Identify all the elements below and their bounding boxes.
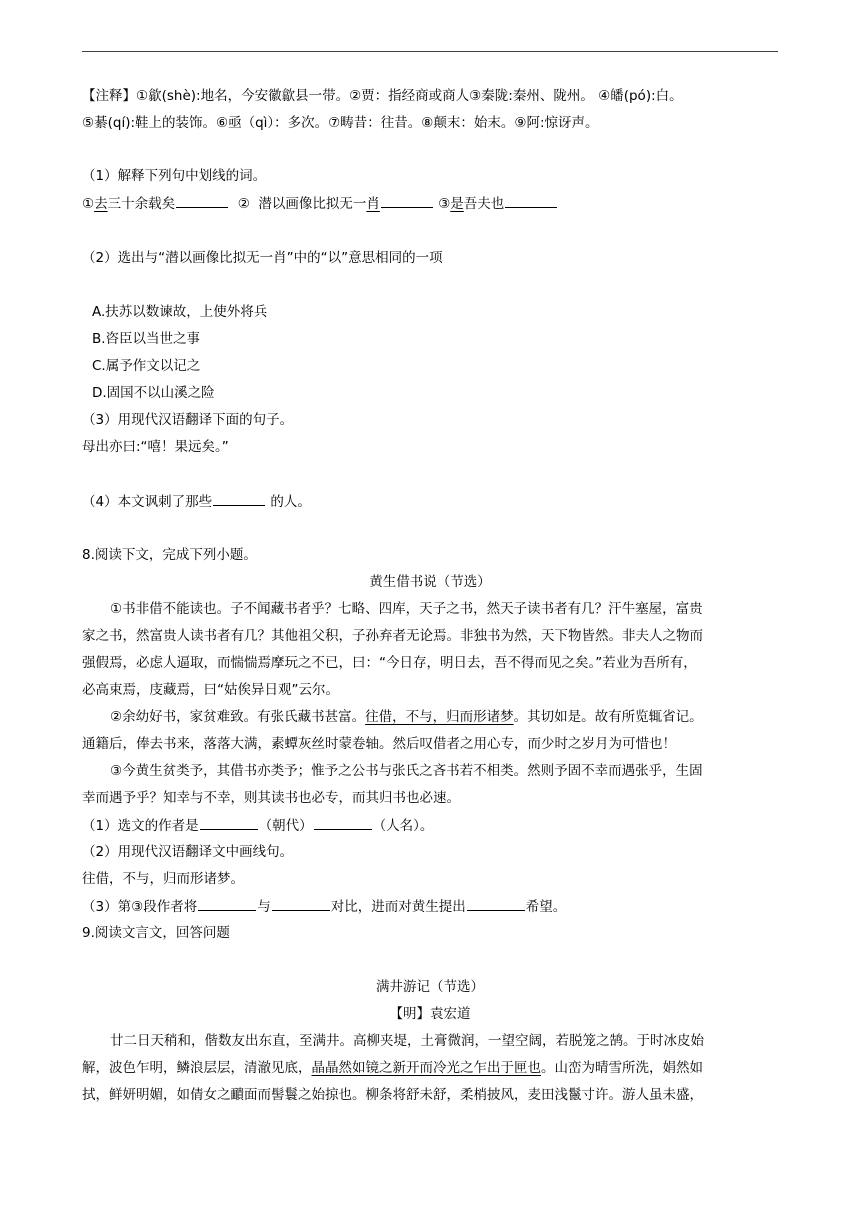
q7-1c-post: 吾夫也 <box>463 196 505 212</box>
q7-1-items <box>82 193 558 214</box>
q8-3 <box>82 896 566 917</box>
q7-1a-blank[interactable] <box>176 193 228 208</box>
q8-3-d: 希望。 <box>525 899 567 915</box>
q7-option-a[interactable]: A.扶苏以数谏故，上使外将兵 <box>92 304 268 320</box>
q8-3-a: （3）第③段作者将 <box>82 899 198 915</box>
q8-p2-line-2: 通籍后，俸去书来，落落大满，素蟫灰丝时蒙卷轴。然后叹借者之用心专，而少时之岁月为可惜也！ <box>82 736 676 752</box>
q8-p1-line-1: ①书非借不能读也。子不闻藏书者乎？七略、四库，天子之书，然天子读书者有几？汗牛塞屋，富贵 <box>110 601 703 617</box>
q8-passage-title: 黄生借书说（节选） <box>369 574 491 590</box>
q8-3-blank-3[interactable] <box>467 896 525 911</box>
q7-4-blank[interactable] <box>213 491 265 506</box>
q7-1c-blank[interactable] <box>505 193 557 208</box>
q7-1b-word: 肖 <box>366 196 380 212</box>
q7-option-d[interactable]: D.固国不以山溪之险 <box>92 385 215 401</box>
q8-1-post: （人名）。 <box>372 818 434 834</box>
q7-1-title: （1）解释下列句中划线的词。 <box>82 168 267 184</box>
q9-author: 【明】袁宏道 <box>389 1006 471 1022</box>
q8-1-blank-name[interactable] <box>314 815 372 830</box>
q7-3-title: （3）用现代汉语翻译下面的句子。 <box>82 412 294 428</box>
q8-p3-line-2: 幸而遇予乎？知幸与不幸，则其读书也必专，而其归书也必速。 <box>82 790 460 806</box>
q8-p2-line-1 <box>110 707 703 727</box>
q8-1 <box>82 815 433 836</box>
q8-p1-line-3: 强假焉，必虑人逼取，而惴惴焉摩玩之不已，曰：“今日存，明日去，吾不得而见之矣。”若业为吾所有， <box>82 655 697 671</box>
q7-4 <box>82 491 311 512</box>
q8-1-pre: （1）选文的作者是 <box>82 818 199 834</box>
q8-p3-line-1: ③今黄生贫类予，其借书亦类予；惟予之公书与张氏之吝书若不相类。然则予固不幸而遇张乎，生固 <box>110 763 703 779</box>
q9-line-1: 廿二日天稍和，偕数友出东直，至满井。高柳夹堤，土膏微润，一望空阔，若脱笼之鹄。于时冰皮始 <box>110 1033 704 1049</box>
q8-p1-line-2: 家之书，然富贵人读书者有几？其他祖父积，子孙弃者无论焉。非独书为然，天下物皆然。非夫人之物而 <box>82 628 703 644</box>
q8-p2-underlined: 往借，不与，归而形诸梦 <box>365 709 514 725</box>
q8-2-title: （2）用现代汉语翻译文中画线句。 <box>82 844 294 860</box>
q7-1b-pre: ② 潜以画像比拟无一 <box>229 196 367 212</box>
q8-1-mid: （朝代） <box>258 818 313 834</box>
q7-1b-blank[interactable] <box>381 193 433 208</box>
q8-p2-post: 。其切如是。故有所览辄省记。 <box>513 709 703 725</box>
q7-1a-post: 三十余载矣 <box>107 196 176 212</box>
q7-1a-word: 去 <box>94 196 108 212</box>
q8-1-blank-dynasty[interactable] <box>200 815 258 830</box>
q7-4-pre: （4）本文讽刺了那些 <box>82 494 213 510</box>
q7-1c-pre: ③ <box>438 196 451 212</box>
q7-4-post: 的人。 <box>266 494 311 510</box>
q7-3-sentence: 母出亦曰:“嘻！果远矣。” <box>82 439 229 455</box>
q8-3-c: 对比，进而对黄生提出 <box>330 899 466 915</box>
q7-1c-word: 是 <box>450 196 464 212</box>
q7-1a-pre: ① <box>82 196 95 212</box>
q8-header: 8.阅读下文，完成下列小题。 <box>82 547 257 563</box>
q7-option-c[interactable]: C.属予作文以记之 <box>92 358 201 374</box>
header-rule <box>82 51 778 52</box>
q9-line-2-pre: 解，波色乍明，鳞浪层层，清澈见底， <box>82 1060 312 1076</box>
q8-3-blank-2[interactable] <box>272 896 330 911</box>
q9-underlined-sentence: 晶晶然如镜之新开而冷光之乍出于匣也 <box>311 1060 541 1076</box>
q9-header: 9.阅读文言文，回答问题 <box>82 925 230 941</box>
q7-2-title: （2）选出与“潜以画像比拟无一肖”中的“以”意思相同的一项 <box>82 250 443 266</box>
q9-line-3: 拭，鲜妍明媚，如倩女之靧面而髻鬟之始掠也。柳条将舒未舒，柔梢披风，麦田浅鬣寸许。游人虽未盛， <box>82 1087 703 1103</box>
q9-passage-title: 满井游记（节选） <box>376 979 484 995</box>
q8-3-b: 与 <box>257 899 271 915</box>
notes-line-1: 【注释】①歙(shè):地名，今安徽歙县一带。②贾：指经商或商人③秦陇:秦州、陇州。 ④皤(pó):白。 <box>82 88 683 104</box>
q7-option-b[interactable]: B.咨臣以当世之事 <box>92 331 201 347</box>
q8-p2-pre: ②余幼好书，家贫难致。有张氏藏书甚富。 <box>110 709 366 725</box>
q8-2-sentence: 往借，不与，归而形诸梦。 <box>82 871 244 887</box>
q8-p1-line-4: 必高束焉，庋藏焉，曰“姑俟异日观”云尔。 <box>82 682 339 698</box>
q9-line-2-post: 。山峦为晴雪所洗，娟然如 <box>541 1060 703 1076</box>
notes-line-2: ⑤綦(qí):鞋上的装饰。⑥亟（qì）：多次。⑦畴昔：往昔。⑧颠末：始末。⑨阿:惊讶声。 <box>82 115 599 131</box>
q9-line-2 <box>82 1058 703 1078</box>
q8-3-blank-1[interactable] <box>198 896 256 911</box>
